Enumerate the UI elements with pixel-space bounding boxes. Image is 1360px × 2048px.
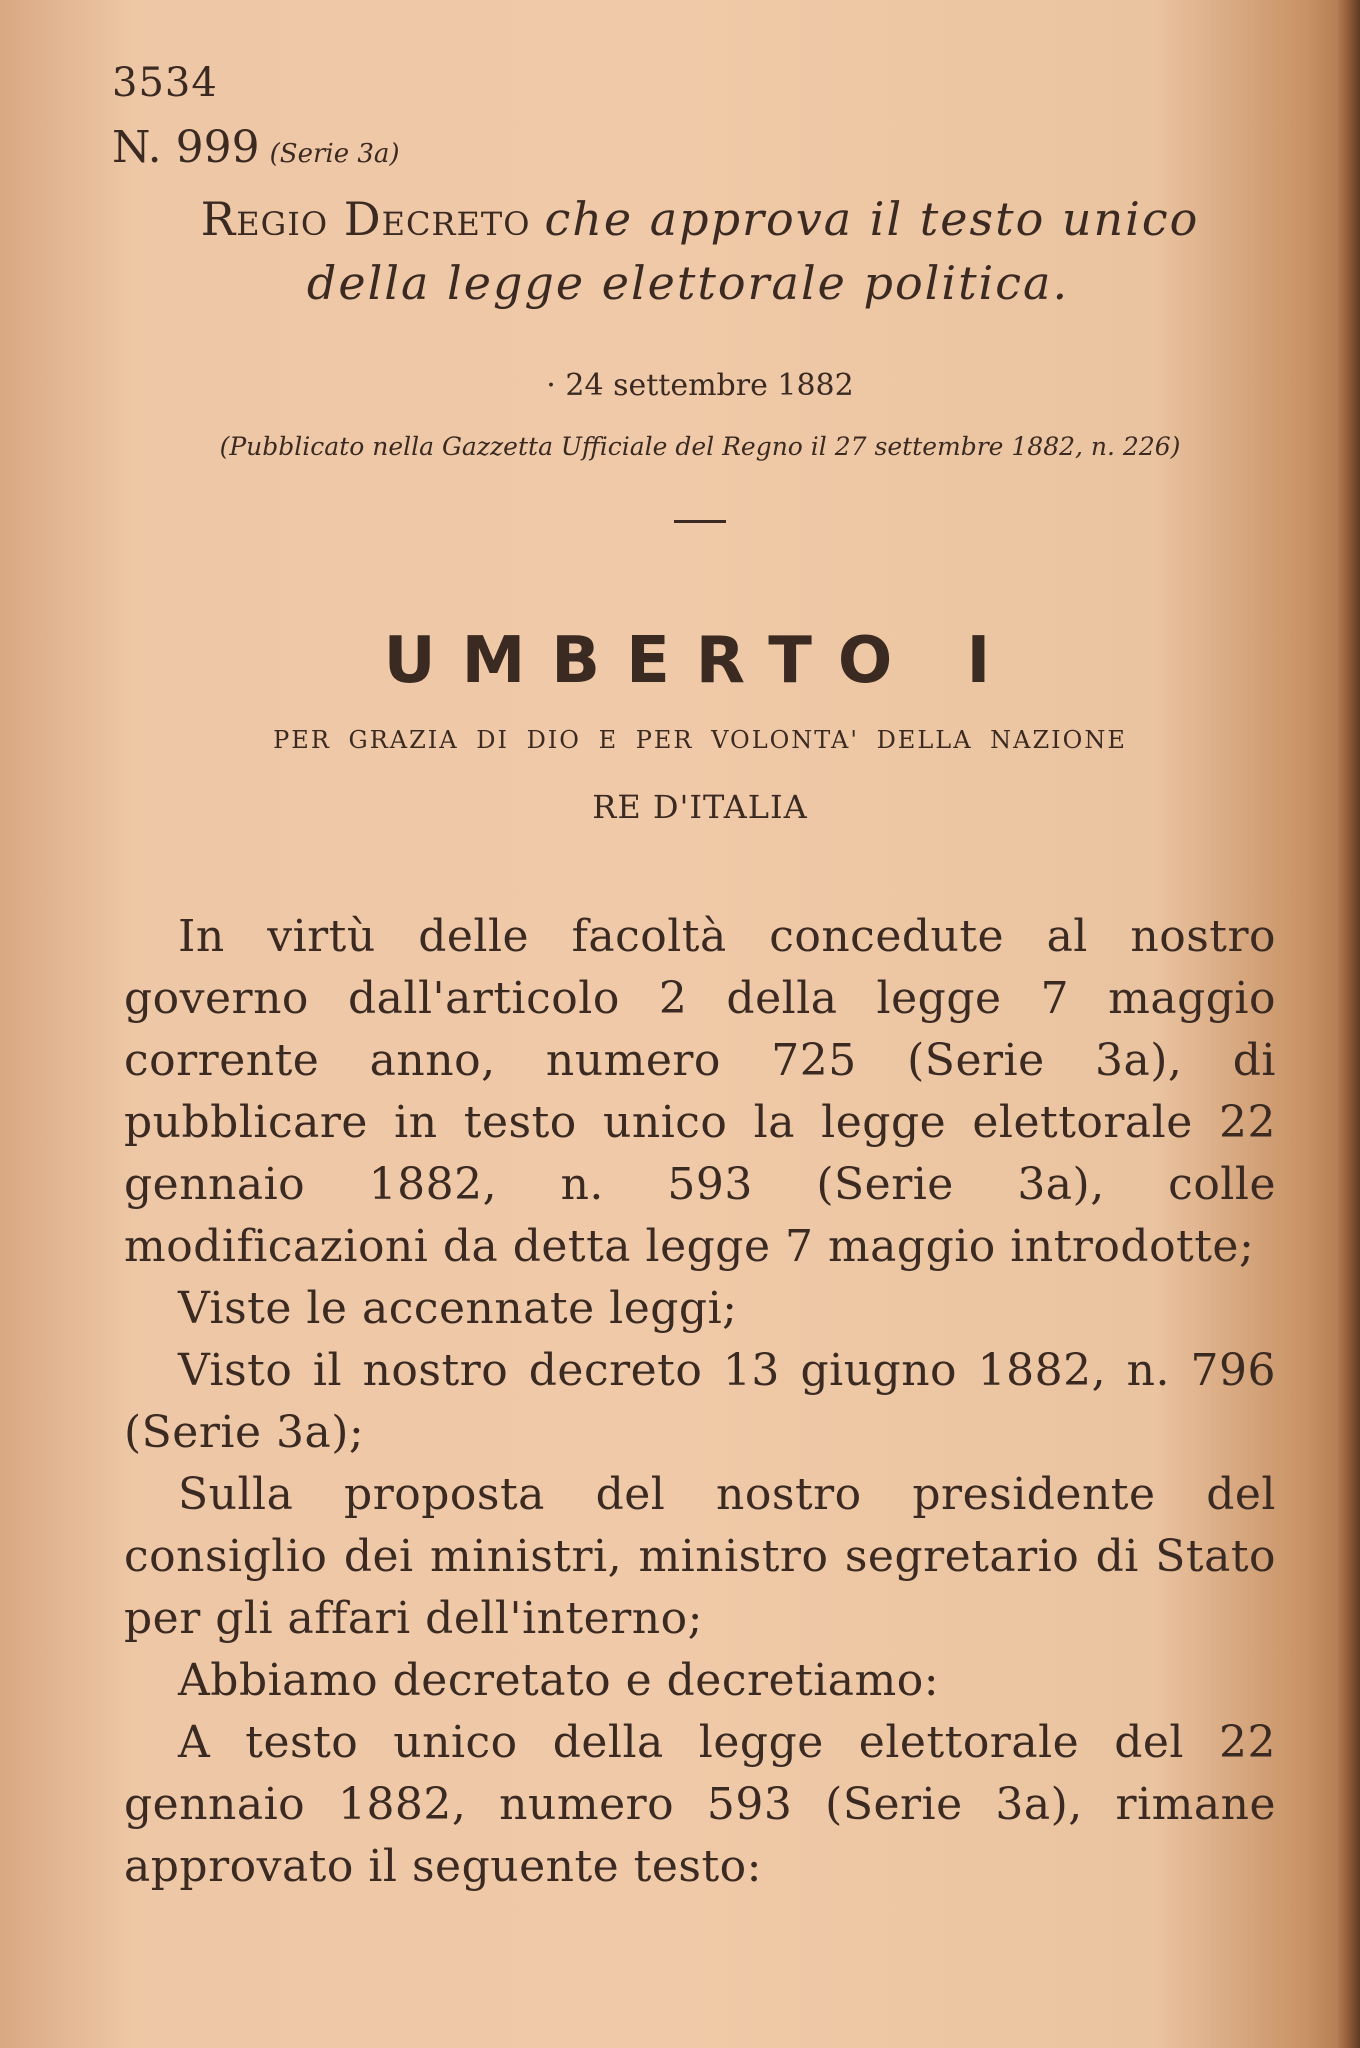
title-line-1-italic: che approva il testo unico: [544, 192, 1200, 246]
publication-note: (Pubblicato nella Gazzetta Ufficiale del Regno il 27 settembre 1882, n. 226): [219, 432, 1181, 461]
decree-title-line-1: [0, 192, 1360, 246]
decree-title-line-2: della legge elettorale politica.: [306, 256, 1070, 310]
title-prefix: Regio Decreto: [200, 192, 531, 246]
decree-number-line: [112, 122, 400, 173]
decree-serie: (Serie 3a): [269, 139, 400, 169]
king-title: RE D'ITALIA: [592, 788, 808, 826]
paragraph: Abbiamo decretato e decretiamo:: [178, 1655, 940, 1706]
separator-rule: [674, 520, 726, 523]
king-name: UMBERTO I: [383, 624, 1017, 698]
decree-number: N. 999: [112, 122, 260, 173]
paragraph: A testo unico della legge elettorale del 22 gennaio 1882, numero 593 (Serie 3a), rimane approvato il seguente testo:: [124, 1717, 1276, 1892]
page-number: 3534: [112, 60, 218, 106]
decree-body: [124, 906, 1276, 1898]
grace-formula: PER GRAZIA DI DIO E PER VOLONTA' DELLA NAZIONE: [273, 726, 1127, 754]
paragraph: Sulla proposta del nostro presidente del consiglio dei ministri, ministro segretario di Stato per gli affari dell'interno;: [124, 1469, 1276, 1644]
decree-date: · 24 settembre 1882: [546, 368, 854, 403]
paragraph: Visto il nostro decreto 13 giugno 1882, n. 796 (Serie 3a);: [124, 1345, 1276, 1458]
paragraph: In virtù delle facoltà concedute al nostro governo dall'articolo 2 della legge 7 maggio corrente anno, numero 725 (Serie 3a), di pubblicare in testo unico la legge elettorale 22 gennaio 1882, n. 593 (Serie 3a), colle modificazioni da detta legge 7 maggio introdotte;: [124, 911, 1276, 1272]
paragraph: Viste le accennate leggi;: [178, 1283, 738, 1334]
